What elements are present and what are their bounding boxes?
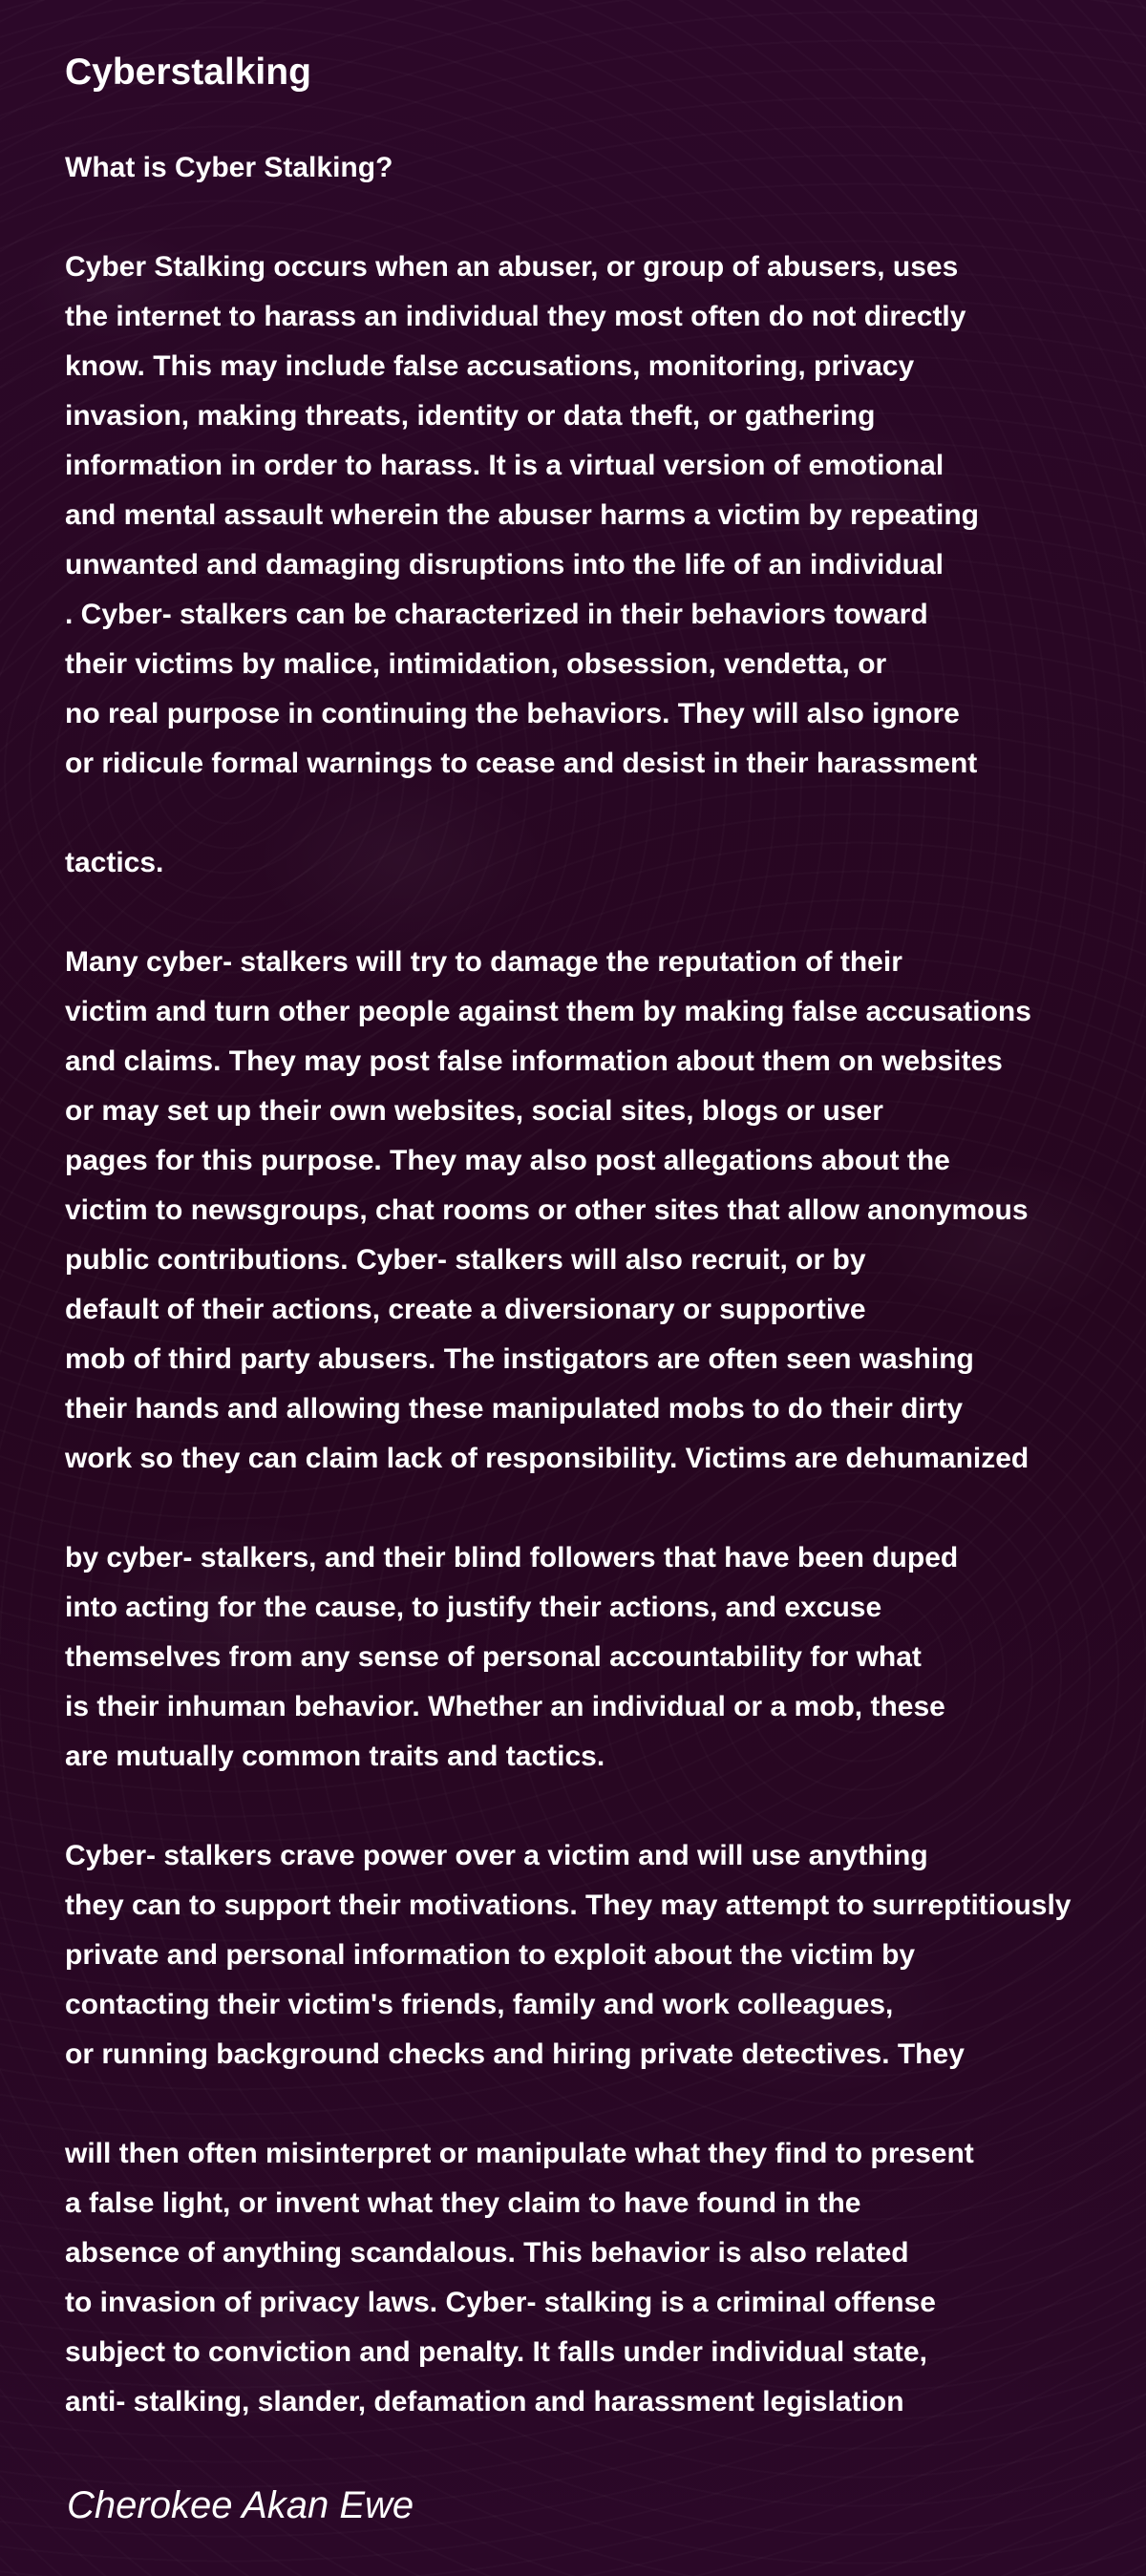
poem-line: or running background checks and hiring private detectives. They [65,2038,965,2070]
poem-line: anti- stalking, slander, defamation and harassment legislation [65,2386,904,2418]
poem-line: default of their actions, create a diversionary or supportive [65,1294,866,1325]
poem-line: information in order to harass. It is a virtual version of emotional [65,450,944,481]
poem-line: is their inhuman behavior. Whether an individual or a mob, these [65,1691,945,1722]
poem-line: will then often misinterpret or manipulate what they find to present [65,2138,974,2169]
poem-body [65,143,1146,2427]
poem-line: subject to conviction and penalty. It falls under individual state, [65,2336,927,2368]
poem-line: work so they can claim lack of responsibility. Victims are dehumanized [65,1443,1029,1474]
stanza-break [65,1484,1146,1533]
poem-line: unwanted and damaging disruptions into the life of an individual [65,549,944,581]
stanza-break [65,2080,1146,2129]
poem-line: private and personal information to exploit about the victim by [65,1939,916,1971]
poem-line: . Cyber- stalkers can be characterized in their behaviors toward [65,599,928,630]
poem-line: by cyber- stalkers, and their blind followers that have been duped [65,1542,959,1573]
poem-line: are mutually common traits and tactics. [65,1741,605,1772]
poem-line: pages for this purpose. They may also post allegations about the [65,1145,950,1176]
poem-line: their victims by malice, intimidation, obsession, vendetta, or [65,648,887,680]
poem-line: Many cyber- stalkers will try to damage the reputation of their [65,946,902,978]
stanza-break [65,789,1146,838]
poem-title: Cyberstalking [65,52,311,93]
poem-line: or ridicule formal warnings to cease and desist in their harassment [65,748,978,779]
poem-line: a false light, or invent what they claim to have found in the [65,2187,861,2219]
poem-line: into acting for the cause, to justify their actions, and excuse [65,1592,882,1623]
stanza-break [65,888,1146,938]
poem-line: contacting their victim's friends, family and work colleagues, [65,1989,894,2020]
poem-line: and mental assault wherein the abuser harms a victim by repeating [65,499,979,531]
poem-line: Cyber- stalkers crave power over a victim and will use anything [65,1840,928,1871]
poem-line: victim and turn other people against them by making false accusations [65,996,1031,1027]
poem-line: they can to support their motivations. They may attempt to surreptitiously [65,1890,1072,1921]
poem-line: invasion, making threats, identity or data theft, or gathering [65,400,876,432]
poem-line: know. This may include false accusations, monitoring, privacy [65,350,915,382]
poem-line: Cyber Stalking occurs when an abuser, or group of abusers, uses [65,251,959,283]
poem-line: to invasion of privacy laws. Cyber- stalking is a criminal offense [65,2287,936,2318]
stanza-break [65,1782,1146,1831]
poem-line: themselves from any sense of personal accountability for what [65,1641,922,1673]
stanza-break [65,193,1146,243]
poem-line: and claims. They may post false information about them on websites [65,1045,1003,1077]
poem-author: Cherokee Akan Ewe [67,2484,414,2526]
poem-line: absence of anything scandalous. This behavior is also related [65,2237,909,2269]
poem-line: no real purpose in continuing the behaviors. They will also ignore [65,698,960,729]
poem-line: mob of third party abusers. The instigators are often seen washing [65,1343,974,1375]
poem-line: the internet to harass an individual they most often do not directly [65,301,966,332]
poem-line: public contributions. Cyber- stalkers will also recruit, or by [65,1244,866,1276]
poem-line: victim to newsgroups, chat rooms or other sites that allow anonymous [65,1194,1029,1226]
poem-line: tactics. [65,847,164,878]
poem-line: their hands and allowing these manipulated mobs to do their dirty [65,1393,964,1425]
poem-line: What is Cyber Stalking? [65,152,393,183]
poem-line: or may set up their own websites, social sites, blogs or user [65,1095,883,1127]
